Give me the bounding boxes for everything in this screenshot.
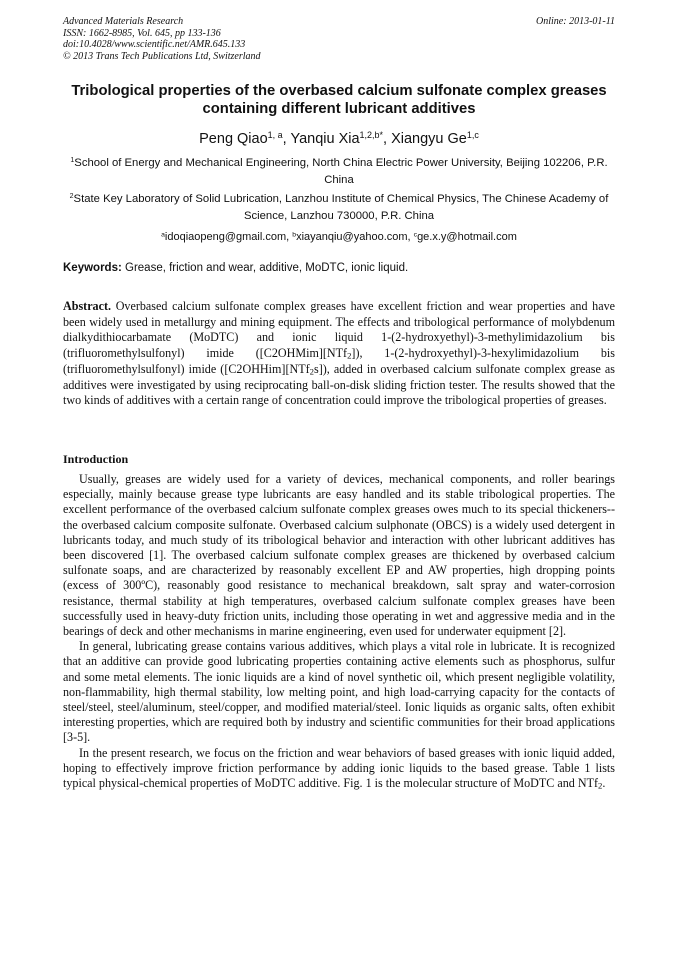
abstract-text: s]), added in overbased calcium sulfonate complex grease as additives were investigated by using reciprocating ball-on-disk sliding friction tester. The results showed that the two kinds of additives with a certain range of concentration could improve the tribological properties of greases. — [63, 361, 615, 408]
email-list: $^a$idoqiaopeng@gmail.com, $^b$xiayanqiu@yahoo.com, $^c$ge.x.y@hotmail.com — [161, 231, 517, 243]
author-name: Xiangyu Ge — [391, 131, 467, 147]
email-mark: c — [413, 231, 418, 239]
subscript: 2 — [347, 350, 352, 361]
abstract-text: Overbased calcium sulfonate complex greases have excellent friction and wear properties and have been widely used in metallurgy and mining equipment. The effects and tribological performance of molybdenum dialkydithiocarbamate (MoDTC) and ionic liquid 1-(2-hydroxyethyl)-3-methylimidazolium bis (trifluoromethylsulfonyl) imide ([C2OHMim][NTf — [63, 299, 615, 361]
issn-line: ISSN: 1662-8985, Vol. 645, pp 133-136 — [63, 27, 221, 39]
journal-name: Advanced Materials Research — [63, 16, 184, 27]
subscript: 2 — [598, 780, 603, 791]
keywords — [63, 262, 615, 274]
copyright-line: © 2013 Trans Tech Publications Ltd, Switzerland — [63, 50, 261, 62]
author-name: Peng Qiao — [199, 131, 268, 147]
introduction-body — [63, 472, 615, 791]
journal-header — [63, 16, 615, 62]
affiliation — [63, 155, 615, 189]
email-mark: a — [161, 231, 165, 239]
paragraph-text: . — [602, 776, 606, 791]
section-heading-introduction: Introduction — [63, 452, 129, 466]
author-affil-mark: 1, a — [267, 130, 283, 141]
paragraph: In general, lubricating grease contains various additives, which plays a vital role in lubricate. It is recognized that an additive can provide good lubricating properties containing active elements such as phosphorus, sulfur and some metal elements. The ionic liquids are a kind of novel synthetic oil, which present negligible volatility, non-flammability, high thermal stability, low melting point, and high load-carrying capacity for the contacts of steel/steel, steel/aluminum, steel/copper, and modified material/steel. Ionic liquids as organic salts, often exhibit interesting properties, which are required both by industry and scientific communities for their broad applications [3-5]. — [63, 639, 615, 745]
paper-title: Tribological properties of the overbased calcium sulfonate complex greases containing different lubricant additives — [71, 83, 607, 117]
doi-line[interactable]: doi:10.4028/www.scientific.net/AMR.645.133 — [63, 39, 246, 50]
affiliation-number: 1 — [70, 157, 75, 165]
paragraph-text: In the present research, we focus on the friction and wear behaviors of based greases with ionic liquid added, hoping to effectively improve friction performance by adding ionic liquids to the based grease. Table 1 lists typical physical-chemical properties of MoDTC additive. Fig. 1 is the molecular structure of MoDTC and NTf — [63, 745, 615, 791]
email-link[interactable]: xiayanqiu@yahoo.com — [296, 231, 408, 243]
affiliation-text: State Key Laboratory of Solid Lubrication, Lanzhou Institute of Chemical Physics, The Chinese Academy of Science, Lanzhou 730000, P.R. China — [73, 193, 609, 222]
abstract-text: ]), 1-(2-hydroxyethyl)-3-hexylimidazolium bis (trifluoromethylsulfonyl) imide ([C2OHHim][NTf — [63, 346, 615, 376]
keywords-label: Keywords: — [63, 262, 122, 274]
author-affil-mark: 1,c — [466, 130, 479, 141]
subscript: 2 — [309, 366, 314, 377]
email-link[interactable]: ge.x.y@hotmail.com — [417, 231, 517, 243]
author-affil-mark: 1,2,b* — [359, 130, 384, 141]
online-date: Online: 2013-01-11 — [536, 16, 615, 27]
affiliation — [63, 191, 615, 225]
paragraph: Usually, greases are widely used for a variety of devices, mechanical components, and roller bearings especially, mainly because grease type lubricants are easy handled and its stable tribological properties. The excellent performance of the overbased calcium sulfonate complex greases owes much to its special thickeners--the overbased calcium composite sulfonate. Overbased calcium sulphonate (OBCS) is a widely used detergent in lubricants today, and much study of its tribological behavior and interaction with other lubricant additives has been discovered [1]. The overbased calcium sulfonate complex greases are thickened by overbased calcium sulfonate soaps, and are characterized by reasonably excellent EP and AW properties, high dropping points (excess of 300ºC), reasonably good resistance to mechanical breakdown, salt spray and water-corrosion resistance, thermal stability at high temperatures, overbased calcium sulfonate complex greases have been successfully used in heavy-duty friction units, including those operating in wet and aggressive media and in the bearings of deck and other mechanisms in marine engineering, even used for underwater equipment [2]. — [63, 472, 615, 639]
abstract-label: Abstract. — [63, 299, 112, 313]
email-link[interactable]: idoqiaopeng@gmail.com — [164, 231, 287, 243]
affiliation-text: School of Energy and Mechanical Engineering, North China Electric Power University, Beijing 102206, P.R. China — [74, 157, 608, 186]
paragraph — [63, 746, 615, 792]
author-name: Yanqiu Xia — [290, 131, 360, 147]
keywords-text: Grease, friction and wear, additive, MoDTC, ionic liquid. — [125, 262, 409, 274]
affiliation-number: 2 — [69, 193, 74, 201]
email-mark: b — [292, 231, 297, 239]
author-list: Peng Qiao$^{1, a}$, Yanqiu Xia$^{1,2,b*}$, Xiangyu Ge$^{1,c}$ — [199, 130, 479, 147]
abstract — [63, 299, 615, 409]
